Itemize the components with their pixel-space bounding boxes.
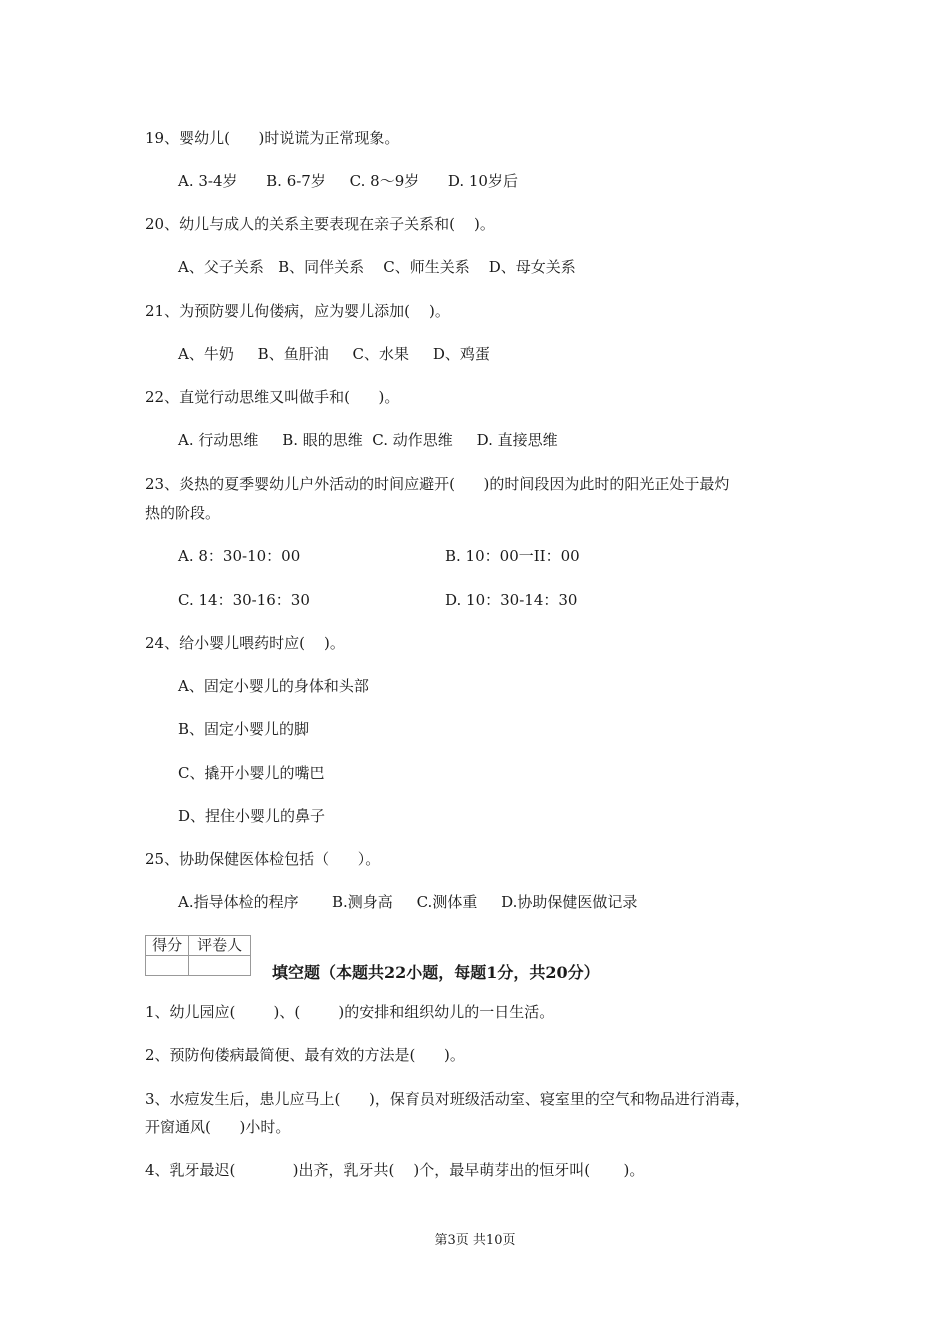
question-23-option-b: B. 10：00一II：00 [445, 547, 580, 565]
fill-blank-2: 2、预防佝偻病最简便、最有效的方法是( )。 [145, 1046, 465, 1064]
question-22: 22、直觉行动思维又叫做手和( )。 [145, 388, 400, 406]
score-cell [146, 956, 189, 976]
grader-label: 评卷人 [189, 936, 251, 956]
question-23: 23、炎热的夏季婴幼儿户外活动的时间应避开( )的时间段因为此时的阳光正处于最灼 [145, 475, 730, 493]
fill-blank-4: 4、乳牙最迟( )出齐，乳牙共( )个，最早萌芽出的恒牙叫( )。 [145, 1161, 645, 1179]
score-box [145, 935, 251, 976]
question-24-option-c: C、撬开小婴儿的嘴巴 [178, 764, 325, 782]
question-24-option-a: A、固定小婴儿的身体和头部 [178, 677, 369, 695]
grader-cell [189, 956, 251, 976]
question-24-option-b: B、固定小婴儿的脚 [178, 720, 310, 738]
question-25: 25、协助保健医体检包括（ ）。 [145, 850, 381, 868]
question-23-cont: 热的阶段。 [145, 504, 221, 522]
question-23-option-a: A. 8：30-10：00 [178, 547, 301, 565]
question-21: 21、为预防婴儿佝偻病，应为婴儿添加( )。 [145, 302, 450, 320]
question-23-option-c: C. 14：30-16：30 [178, 591, 310, 609]
page-footer: 第3页 共10页 [434, 1233, 516, 1248]
question-23-option-d: D. 10：30-14：30 [445, 591, 578, 609]
question-25-options: A.指导体检的程序 B.测身高 C.测体重 D.协助保健医做记录 [178, 893, 638, 911]
question-24-option-d: D、捏住小婴儿的鼻子 [178, 807, 326, 825]
fill-blank-1: 1、幼儿园应( )、( )的安排和组织幼儿的一日生活。 [145, 1003, 555, 1021]
fill-blank-3-cont: 开窗通风( )小时。 [145, 1118, 291, 1136]
question-24: 24、给小婴儿喂药时应( )。 [145, 634, 345, 652]
section-title: 填空题（本题共22小题，每题1分，共20分） [272, 963, 600, 982]
question-20-options: A、父子关系 B、同伴关系 C、师生关系 D、母女关系 [178, 258, 576, 276]
question-22-options: A. 行动思维 B. 眼的思维 C. 动作思维 D. 直接思维 [178, 431, 558, 449]
question-19: 19、婴幼儿( )时说谎为正常现象。 [145, 129, 400, 147]
fill-blank-3: 3、水痘发生后，患儿应马上( )，保育员对班级活动室、寝室里的空气和物品进行消毒， [145, 1090, 750, 1108]
score-label: 得分 [146, 936, 189, 956]
question-19-options: A. 3-4岁 B. 6-7岁 C. 8～9岁 D. 10岁后 [178, 172, 518, 190]
question-21-options: A、牛奶 B、鱼肝油 C、水果 D、鸡蛋 [178, 345, 490, 363]
question-20: 20、幼儿与成人的关系主要表现在亲子关系和( )。 [145, 215, 495, 233]
